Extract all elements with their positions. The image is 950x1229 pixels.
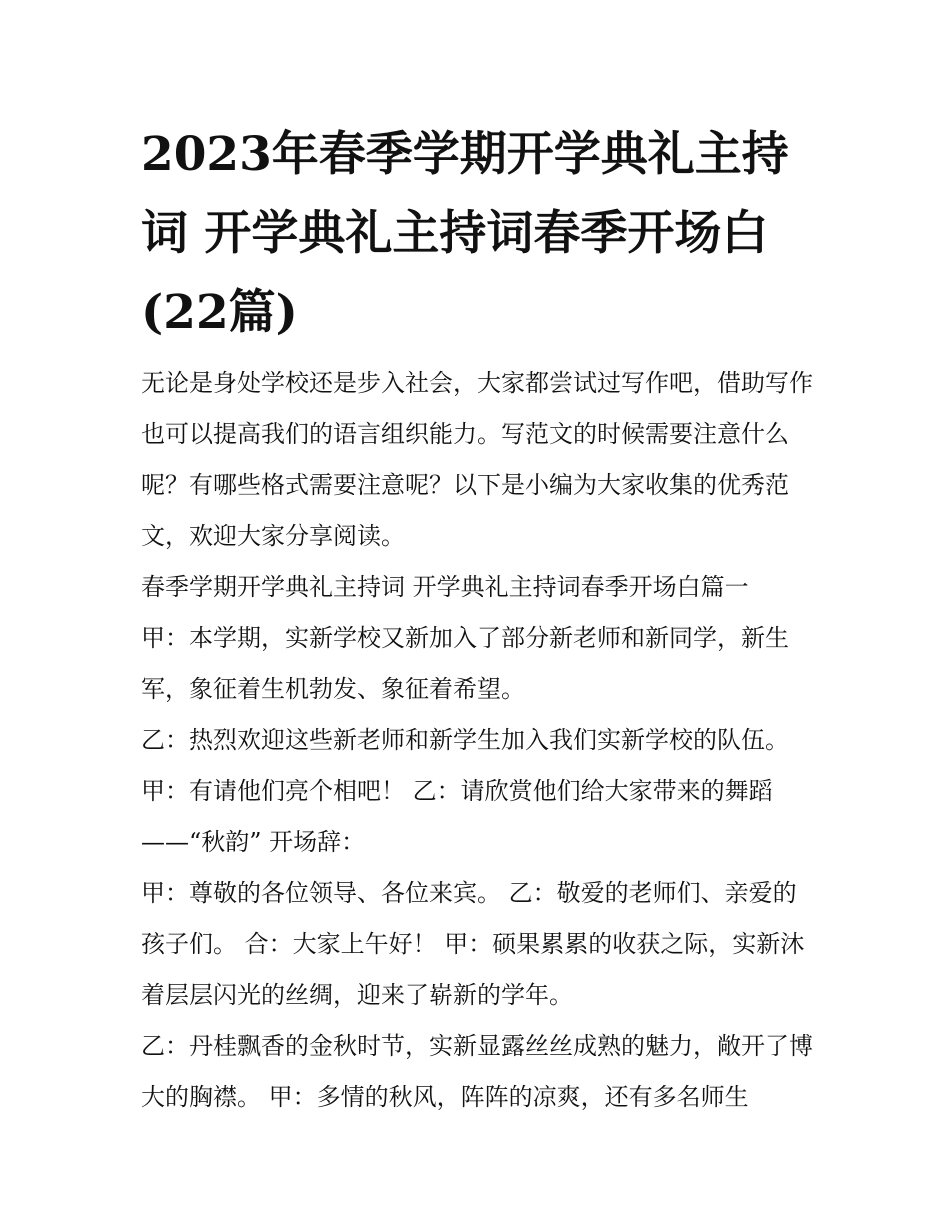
document-title: 2023年春季学期开学典礼主持词 开学典礼主持词春季开场白(22篇) — [141, 127, 789, 340]
document-page — [141, 115, 813, 1123]
paragraph: 甲：有请他们亮个相吧！ 乙：请欣赏他们给大家带来的舞蹈——“秋韵” 开场辞： — [141, 777, 773, 856]
paragraph: 甲：本学期，实新学校又新加入了部分新老师和新同学，新生军，象征着生机勃发、象征着希望。 — [141, 624, 789, 703]
paragraph-intro: 无论是身处学校还是步入社会，大家都尝试过写作吧，借助写作也可以提高我们的语言组织能力。写范文的时候需要注意什么呢？有哪些格式需要注意呢？以下是小编为大家收集的优秀范文，欢迎大家分享阅读。 — [141, 369, 813, 550]
paragraph: 乙：丹桂飘香的金秋时节，实新显露丝丝成熟的魅力，敞开了博大的胸襟。 甲：多情的秋风，阵阵的凉爽，还有多名师生 — [141, 1032, 813, 1111]
paragraph: 乙：热烈欢迎这些新老师和新学生加入我们实新学校的队伍。 — [141, 726, 789, 754]
paragraph: 甲：尊敬的各位领导、各位来宾。 乙：敬爱的老师们、亲爱的孩子们。 合：大家上午好！ 甲：硕果累累的收获之际，实新沐着层层闪光的丝绸，迎来了崭新的学年。 — [141, 879, 805, 1009]
document-body — [141, 358, 813, 1123]
section-heading: 春季学期开学典礼主持词 开学典礼主持词春季开场白篇一 — [141, 573, 749, 601]
